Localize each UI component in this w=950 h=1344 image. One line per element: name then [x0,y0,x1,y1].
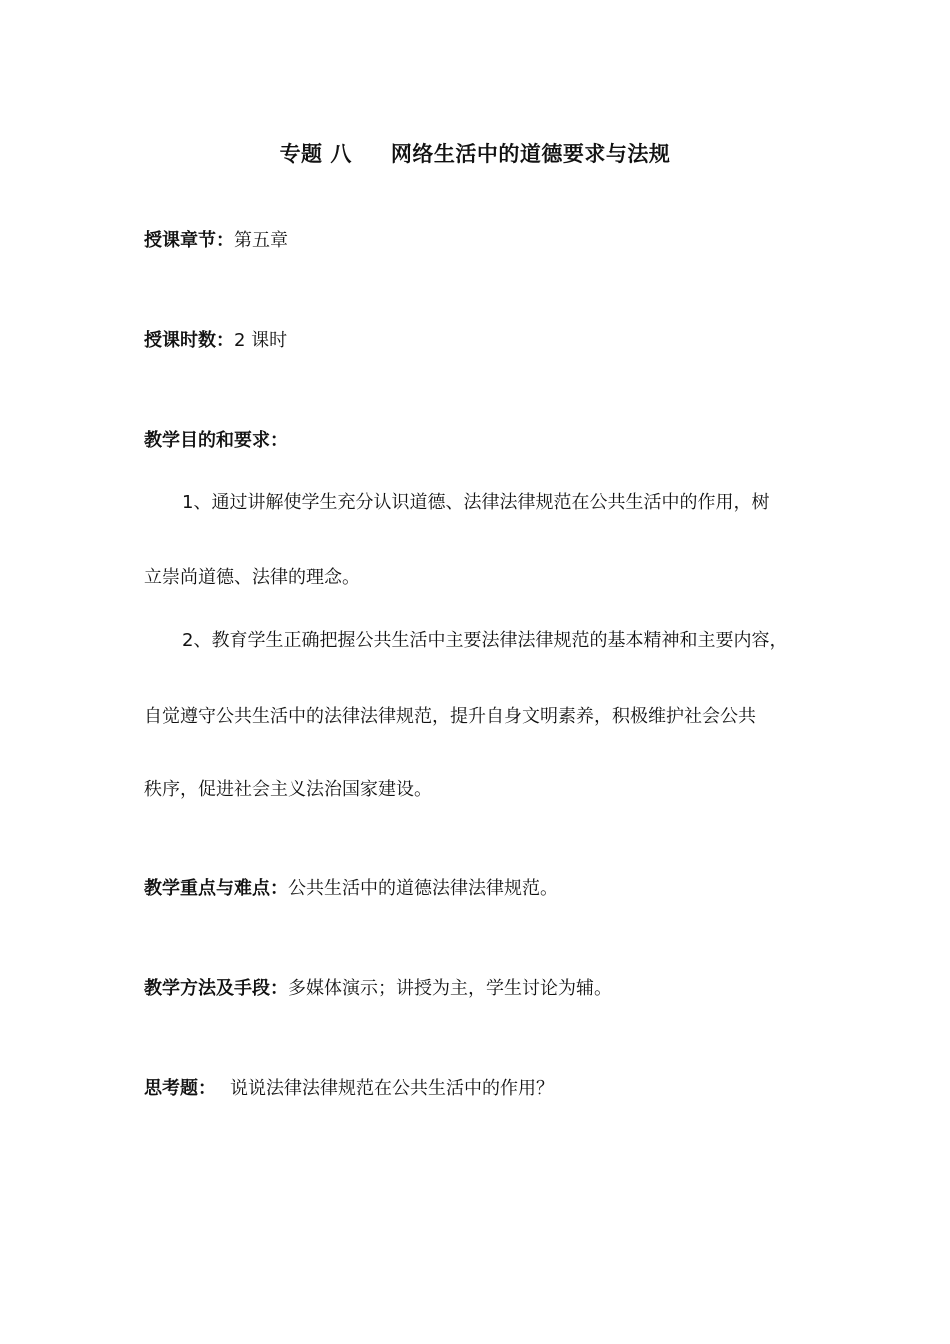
hours-value: 2 课时 [234,330,288,351]
focus-line [144,876,558,902]
objectives-heading [144,428,288,454]
question-value: 说说法律法律规范在公共生活中的作用？ [230,1078,554,1099]
objective-1-line-1: 1、通过讲解使学生充分认识道德、法律法律规范在公共生活中的作用，树 [182,492,770,513]
objectives-label: 教学目的和要求： [144,430,288,451]
methods-line [144,976,612,1002]
chapter-label: 授课章节： [144,230,234,251]
question-line [144,1076,554,1102]
document-title: 专题 八 网络生活中的道德要求与法规 [279,142,671,166]
objective-2-line-1: 2、教育学生正确把握公共生活中主要法律法律规范的基本精神和主要内容， [182,630,788,651]
chapter-line [144,228,288,254]
chapter-value: 第五章 [234,230,288,251]
objective-2-line-2: 自觉遵守公共生活中的法律法律规范，提升自身文明素养，积极维护社会公共 [144,706,756,727]
hours-line [144,328,287,354]
methods-label: 教学方法及手段： [144,978,288,999]
focus-value: 公共生活中的道德法律法律规范。 [288,878,558,899]
hours-label: 授课时数： [144,330,234,351]
focus-label: 教学重点与难点： [144,878,288,899]
methods-value: 多媒体演示；讲授为主，学生讨论为辅。 [288,978,612,999]
objective-2-line-3: 秩序，促进社会主义法治国家建设。 [144,779,432,800]
objective-1-line-2: 立崇尚道德、法律的理念。 [144,567,360,588]
question-label: 思考题： [144,1078,216,1099]
